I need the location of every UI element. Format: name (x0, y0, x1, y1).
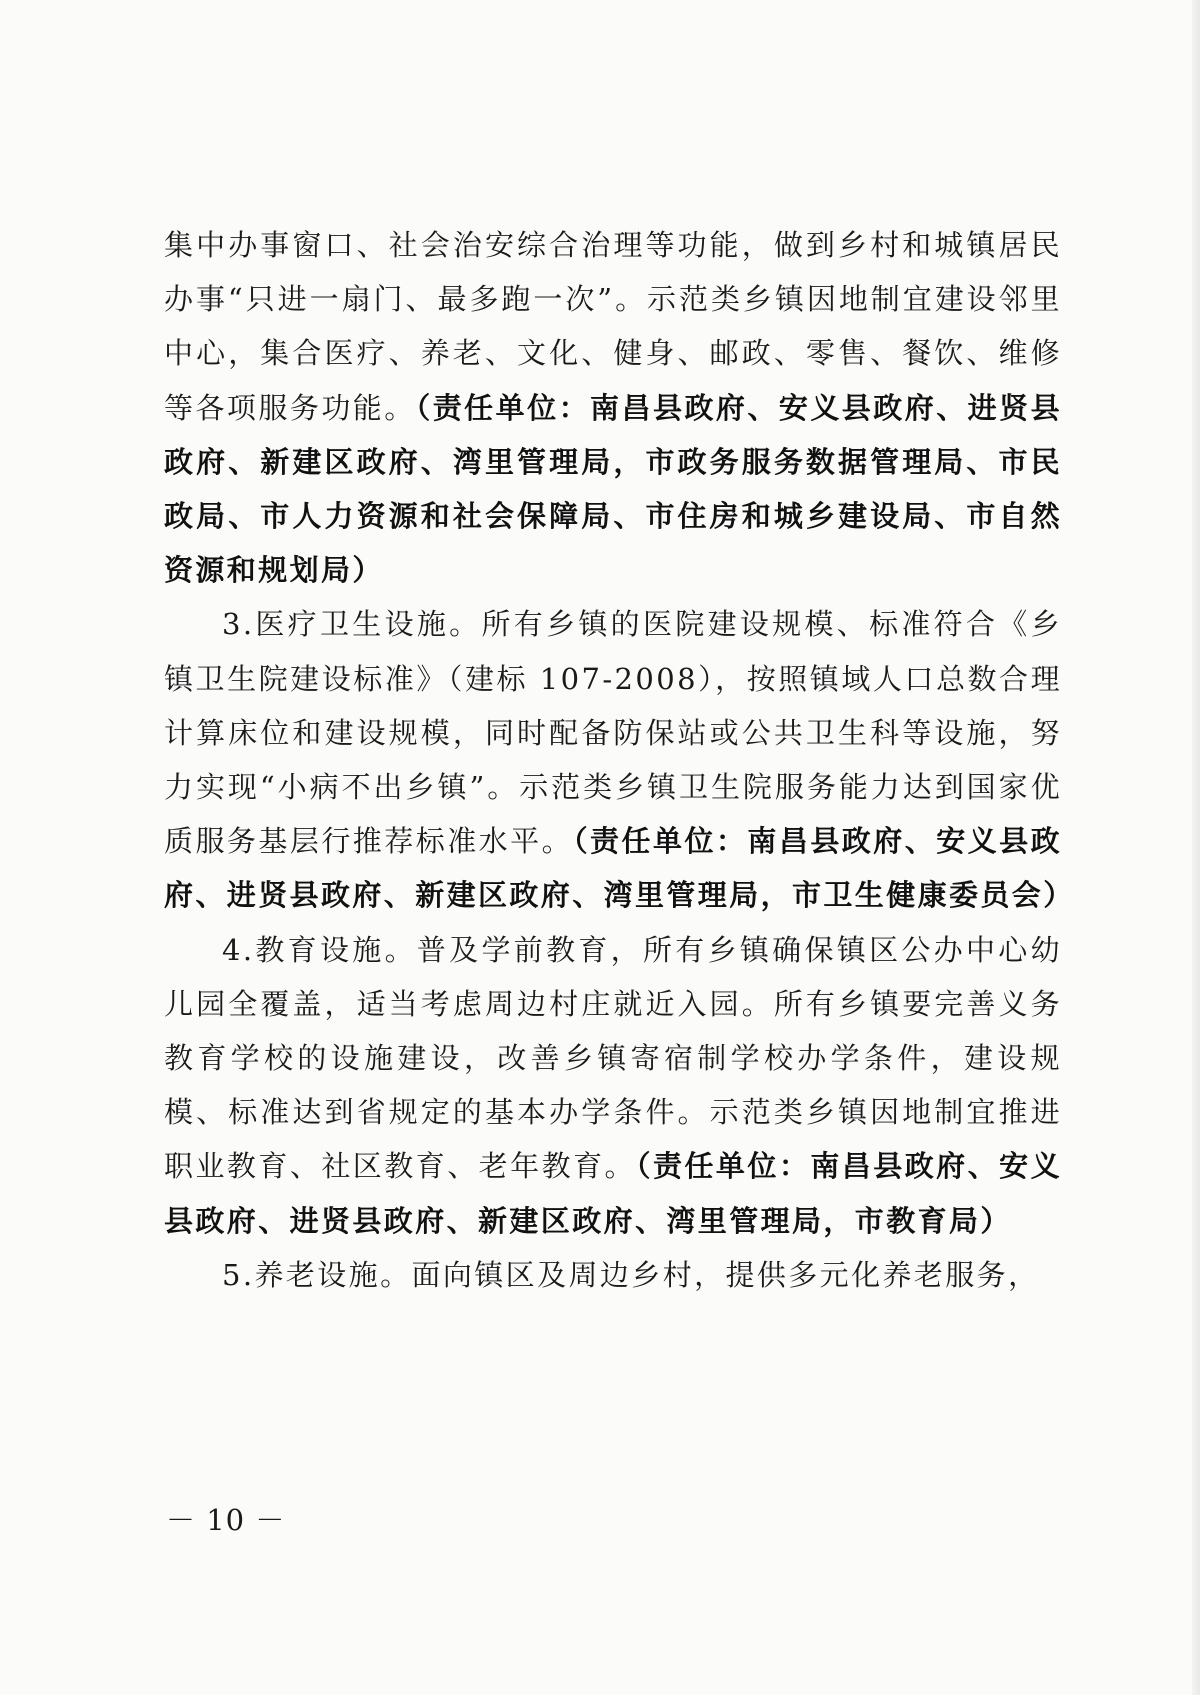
paragraph-text: 4.教育设施。普及学前教育，所有乡镇确保镇区公办中心幼儿园全覆盖，适当考虑周边村庄就近入园。所有乡镇要完善义务教育学校的设施建设，改善乡镇寄宿制学校办学条件，建设规模、标准达到省规定的基本办学条件。示范类乡镇因地制宜推进职业教育、社区教育、老年教育。 (164, 932, 1062, 1184)
responsibility-units: （责任单位：南昌县政府、安义县政府、进贤县政府、新建区政府、湾里管理局，市卫生健康委员会） (164, 824, 1075, 913)
paragraph-medical-facilities (164, 597, 1075, 922)
paragraph-elderly-care-facilities (164, 1248, 1062, 1302)
paragraph-education-facilities (164, 923, 1062, 1248)
paragraph-text: 5.养老设施。面向镇区及周边乡村，提供多元化养老服务， (222, 1257, 1040, 1292)
responsibility-units: （责任单位：南昌县政府、安义县政府、进贤县政府、新建区政府、湾里管理局，市政务服务数据管理局、市民政局、市人力资源和社会保障局、市住房和城乡建设局、市自然资源和规划局） (164, 390, 1063, 588)
responsibility-units: （责任单位：南昌县政府、安义县政府、进贤县政府、新建区政府、湾里管理局，市教育局） (164, 1149, 1062, 1238)
paragraph-text: 3.医疗卫生设施。所有乡镇的医院建设规模、标准符合《乡镇卫生院建设标准》（建标 107-2008），按照镇域人口总数合理计算床位和建设规模，同时配备防保站或公共卫生科等设施，努力实现“小病不出乡镇”。示范类乡镇卫生院服务能力达到国家优质服务基层行推荐标准水平。 (164, 607, 1062, 859)
document-body (164, 218, 1075, 1302)
paragraph-text: 集中办事窗口、社会治安综合治理等功能，做到乡村和城镇居民办事“只进一扇门、最多跑一次”。示范类乡镇因地制宜建设邻里中心，集合医疗、养老、文化、健身、邮政、零售、餐饮、维修等各项服务功能。 (164, 228, 1062, 425)
page-number: － 10 － (166, 1503, 286, 1537)
paragraph-service-center (164, 218, 1062, 597)
page-edge-shadow (1192, 0, 1200, 1695)
